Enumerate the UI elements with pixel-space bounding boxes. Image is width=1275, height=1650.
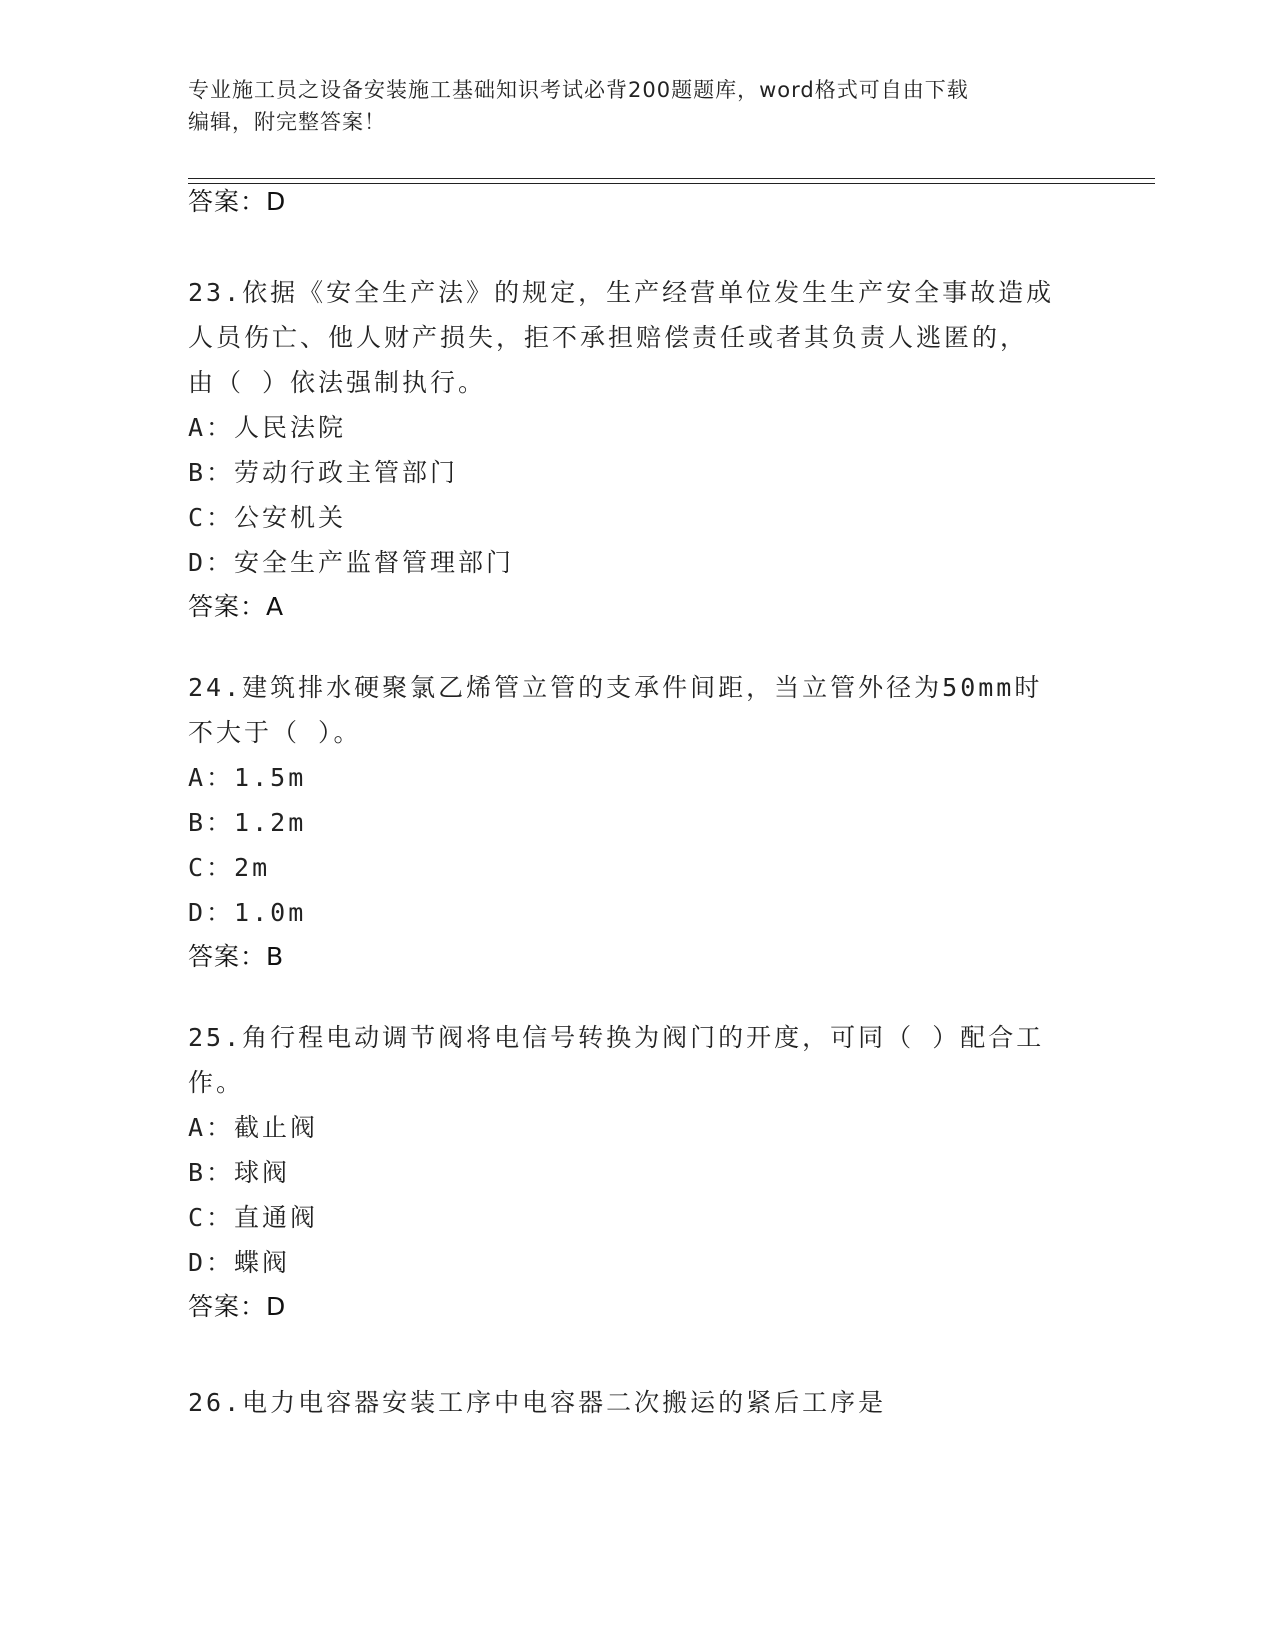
document-header bbox=[188, 74, 1088, 138]
question-stem-line: 不大于（ ）。 bbox=[188, 718, 362, 747]
option-b: B：球阀 bbox=[188, 1158, 291, 1187]
question-stem-line: 由（ ）依法强制执行。 bbox=[188, 368, 487, 397]
option-c: C：2m bbox=[188, 853, 271, 882]
option-d: D：安全生产监督管理部门 bbox=[188, 548, 515, 577]
option-a: A：1.5m bbox=[188, 763, 307, 792]
header-divider-top bbox=[188, 178, 1155, 179]
question-stem-line: 24.建筑排水硬聚氯乙烯管立管的支承件间距，当立管外径为50mm时 bbox=[188, 673, 1043, 702]
option-c: C：公安机关 bbox=[188, 503, 347, 532]
header-line-1: 专业施工员之设备安装施工基础知识考试必背200题题库，word格式可自由下载 bbox=[188, 78, 969, 102]
option-a: A：截止阀 bbox=[188, 1113, 319, 1142]
option-b: B：劳动行政主管部门 bbox=[188, 458, 459, 487]
question-stem-line: 26.电力电容器安装工序中电容器二次搬运的紧后工序是 bbox=[188, 1388, 887, 1417]
question-24 bbox=[188, 665, 1088, 973]
option-a: A：人民法院 bbox=[188, 413, 347, 442]
header-line-2: 编辑，附完整答案！ bbox=[188, 110, 386, 134]
question-stem-line: 23.依据《安全生产法》的规定，生产经营单位发生生产安全事故造成 bbox=[188, 278, 1055, 307]
answer-label: 答案：B bbox=[188, 942, 285, 971]
option-b: B：1.2m bbox=[188, 808, 307, 837]
question-26 bbox=[188, 1380, 1088, 1425]
question-25 bbox=[188, 1015, 1088, 1323]
header-divider-bottom bbox=[188, 183, 1155, 184]
option-c: C：直通阀 bbox=[188, 1203, 319, 1232]
answer-label: 答案：D bbox=[188, 1292, 287, 1321]
question-23 bbox=[188, 270, 1088, 623]
answer-label: 答案：A bbox=[188, 592, 285, 621]
question-stem-line: 25.角行程电动调节阀将电信号转换为阀门的开度，可同（ ）配合工 bbox=[188, 1023, 1045, 1052]
option-d: D：蝶阀 bbox=[188, 1248, 291, 1277]
prev-answer-block bbox=[188, 186, 1088, 218]
option-d: D：1.0m bbox=[188, 898, 307, 927]
answer-label: 答案：D bbox=[188, 187, 287, 216]
question-stem-line: 人员伤亡、他人财产损失，拒不承担赔偿责任或者其负责人逃匿的， bbox=[188, 323, 1029, 352]
question-stem-line: 作。 bbox=[188, 1068, 245, 1097]
